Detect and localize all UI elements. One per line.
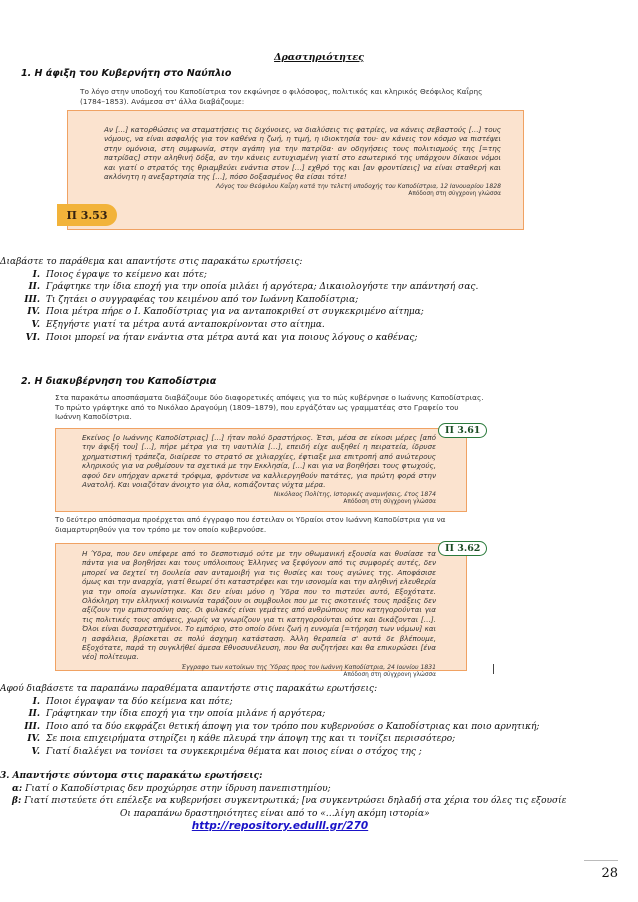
short-question-item: β: Γιατί πιστεύετε ότι επέλεξε να κυβερνήσει συγκεντρωτικά; [να συγκεντρώσει δηλαδή στα χέρια του όλες τις εξουσίε: [12, 796, 567, 807]
excerpt-dragoumis-translation-note: Απόδοση στη σύγχρονη γλώσσα: [343, 499, 436, 506]
question-item: II. Γράφτηκε την ίδια εποχή για την οποία μιλάει ή αργότερα; Δικαιολογήστε την απάντησή σας.: [28, 282, 479, 293]
source-badge-3-62: Π 3.62: [438, 541, 487, 556]
section-1-instructions: Διαβάστε το παράθεμα και απαντήστε στις παρακάτω ερωτήσεις:: [0, 257, 303, 267]
section-2-questions: [0, 683, 539, 759]
question-item: IV. Σε ποια επιχειρήματα στηρίζει η κάθε πλευρά την άποψη της και τι τονίζει περισσότερο;: [27, 734, 456, 745]
excerpt-kairis: [67, 110, 524, 230]
repository-link[interactable]: http://repository.edulll.gr/270: [191, 820, 369, 832]
source-badge-3-61: Π 3.61: [438, 423, 487, 438]
question-item: V. Εξηγήστε γιατί τα μέτρα αυτά ανταποκρίνονται στο αίτημα.: [31, 319, 325, 330]
question-item: III. Τι ζητάει ο συγγραφέας του κειμένου από τον Ιωάννη Καποδίστρια;: [24, 294, 359, 305]
excerpt-dragoumis: [55, 428, 467, 512]
excerpt-hydra: [55, 543, 467, 678]
excerpt-hydra-translation-note: Απόδοση στη σύγχρονη γλώσσα: [343, 671, 436, 678]
short-question-item: α: Γιατί ο Καποδίστριας δεν προχώρησε στην ίδρυση πανεπιστημίου;: [12, 783, 331, 794]
page-number-rule: [584, 860, 618, 861]
section-1-intro: Το λόγο στην υποδοχή του Καποδίστρια τον εκφώνησε ο φιλόσοφος, πολιτικός και κληρικός Θεόφιλος Καΐρης (1784–1853). Ανάμεσα στ' άλλα διαβάζουμε:: [80, 87, 483, 106]
question-item: IV. Ποια μέτρα πήρε ο Ι. Καποδίστριας για να ανταποκριθεί στ συγκεκριμένο αίτημα;: [27, 307, 424, 318]
section-3-questions: [0, 770, 566, 820]
question-item: I. Ποιοι έγραψαν τα δύο κείμενα και πότε;: [32, 696, 233, 707]
excerpt-kairis-source: Λόγος του Θεόφιλου Καΐρη κατά την τελετή υποδοχής του Καποδίστρια, 12 Ιανουαρίου 1828: [215, 183, 501, 191]
question-item: VI. Ποιοι μπορεί να ήταν ενάντια στα μέτρα αυτά και για ποιους λόγους ο καθένας;: [25, 332, 418, 343]
question-item: V. Γιατί διαλέγει να τονίσει τα συγκεκριμένα θέματα και ποιος είναι ο στόχος της ;: [31, 746, 422, 757]
section-3-heading: 3. Απαντήστε σύντομα στις παρακάτω ερωτήσεις:: [0, 771, 263, 781]
excerpt-hydra-text: Η Ύδρα, που δεν υπέφερε από το δεσποτισμό ούτε με την οθωμανική εξουσία και θυσίασε τα πάντα για να βοηθήσει και τους υπόλοιπους Έλληνες να ξεφύγουν από τις συμφορές αυτές, δεν μπορεί να δεχτεί τη δουλεία σαν ανταμοιβή για τις θυσίες και τους αγώνες της. Αποφάσισε όμως και την αναρχία, γιατί θεωρεί ότι καταστρέφει και την ισονομία και την αληθινή ελευθερία για την οποία αγωνίστηκε. Και δεν είναι μόνο η Ύδρα που το πιστεύει αυτό, Εξοχότατε. Ολόκληρη την ελληνική κοινωνία ταράζουν οι συμβουλοι που με τις σκοτεινές τους πράξεις δεν αξίζουν την εμπιστοσύνη σας. Οι φυλακές είναι γεμάτες από ανθρώπους που κατηγορούνται για τις πολιτικές τους απόψεις, χωρίς να γνωρίζουν για τι κατηγορούνται ούτε και δικάζονται […]. Όλοι είναι δυσαρεστημένοι. Το εμπόριο, στο οποίο δίνει ζωή η ευνομία [=τήρηση των νόμων] και η ασφάλεια, βρίσκεται σε πολύ άσχημη κατάσταση. Άλλη θεραπεία σ' αυτά δε βλέπουμε, Εξοχότατε, παρά τη συγκλήθεί άμεσα Εθνοσυνέλευση, που θα συζητήσει και θα επικυρώσει [ένα νέο] πολίτευμα.: [82, 549, 436, 662]
text-cursor: [493, 664, 494, 674]
section-1-heading: 1. Η άφιξη του Κυβερνήτη στο Ναύπλιο: [21, 68, 232, 79]
excerpt-kairis-text: Αν […] κατορθώσεις να σταματήσεις τις διχόνοιες, να διαλύσεις τις φατρίες, να κάνεις σεβαστούς […] τους νόμους, να είναι ασφαλής για τον καθένα η ζωή, η τιμή, η ιδιοκτησία του· αν κάνεις τον κόσμο να πιστέψει στην ομόνοια, στη συμφωνία, στην αγάπη για την πατρίδα· αν οδηγήσεις τους πολιτισμούς της [=της πατρίδας] στην αληθινή δόξα, αν την κάνεις ευτυχισμένη γιατί στο εσωτερικό της υπάρχουν δίκαιοι νόμοι και γιατί ο στρατός της θριαμβεύει ενάντια στον […] εχθρό της και [αν φροντίσεις] να είναι σταθερή και ακλόνητη η ανεξαρτησία της […], πόσο δοξασμένος θα είσαι τότε!: [104, 125, 501, 182]
excerpt-dragoumis-source: Νικόλαος Πολίτης, Ιστορικές αναμνήσεις, έτος 1874: [273, 491, 436, 499]
question-item: III. Ποιο από τα δύο εκφράζει θετική άποψη για τον τρόπο που κυβερνούσε ο Καποδίστριας και ποιο αρνητική;: [24, 721, 540, 732]
page-number: 28: [601, 866, 618, 881]
excerpt-dragoumis-text: Εκείνος [ο Ιωάννης Καποδίστριας] […] ήταν πολύ δραστήριος. Έτσι, μέσα σε είκοσι μέρες [από την άφιξή του] […], πήρε μέτρα για τη ναυτιλία […], επειδή είχε αυξηθεί η πειρατεία, ίδρυσε χρηματιστική τράπεζα, διαίρεσε το στρατό σε χιλιαρχίες, έφτιαξε μια επιτροπή από ανώτερους κληρικούς για να ρυθμίσουν τα σχετικά με την Εκκλησία, […] και για να βοηθήσει τους φτωχούς, αφού δεν υπήρχαν αρκετά τρόφιμα, φρόντισε να καλλιεργηθούν πατάτες, για πρώτη φορά στην Ανατολή. Και νοιαζόταν άνοιχτο για όλα, κοπιάζοντας νύχτα μέρα.: [82, 433, 436, 490]
source-badge-3-53: Π 3.53: [57, 204, 117, 226]
section-2-intro-1: Στα παρακάτω αποσπάσματα διαβάζουμε δύο διαφορετικές απόψεις για το πώς κυβέρνησε ο Ιωάννης Καποδίστριας. Το πρώτο γράφτηκε από το Νικόλαο Δραγούμη (1809–1879), που εργάζόταν ως γραμματέας στο Γραφείο του Ιωάννη Καποδίστρια.: [55, 393, 484, 422]
section-2-intro-2: Το δεύτερο απόσπασμα προέρχεται από έγγραφο που έστειλαν οι Υδραίοι στον Ιωάννη Καποδίστρια για να διαμαρτυρηθούν για τον τρόπο με τον οποίο κυβερνούσε.: [55, 515, 446, 534]
question-item: II. Γράφτηκαν την ίδια εποχή για την οποία μιλάνε ή αργότερα;: [28, 709, 326, 720]
section-1-questions: [0, 256, 478, 344]
page-title: Δραστηριότητες: [274, 52, 364, 63]
section-2-heading: 2. Η διακυβέρνηση του Καποδίστρια: [21, 376, 217, 387]
question-item: I. Ποιος έγραψε το κείμενο και πότε;: [32, 269, 207, 280]
activities-source-note: Οι παραπάνω δραστηριότητες είναι από το «…λίγη ακόμη ιστορία»: [120, 808, 430, 819]
excerpt-hydra-source: Έγγραφο των κατοίκων της Ύδρας προς τον Ιωάννη Καποδίστρια, 24 Ιουνίου 1831: [181, 663, 436, 671]
section-2-instructions: Αφού διαβάσετε τα παραπάνω παραθέματα απαντήστε στις παρακάτω ερωτήσεις:: [0, 684, 378, 694]
excerpt-kairis-translation-note: Απόδοση στη σύγχρονη γλώσσα: [408, 191, 501, 198]
